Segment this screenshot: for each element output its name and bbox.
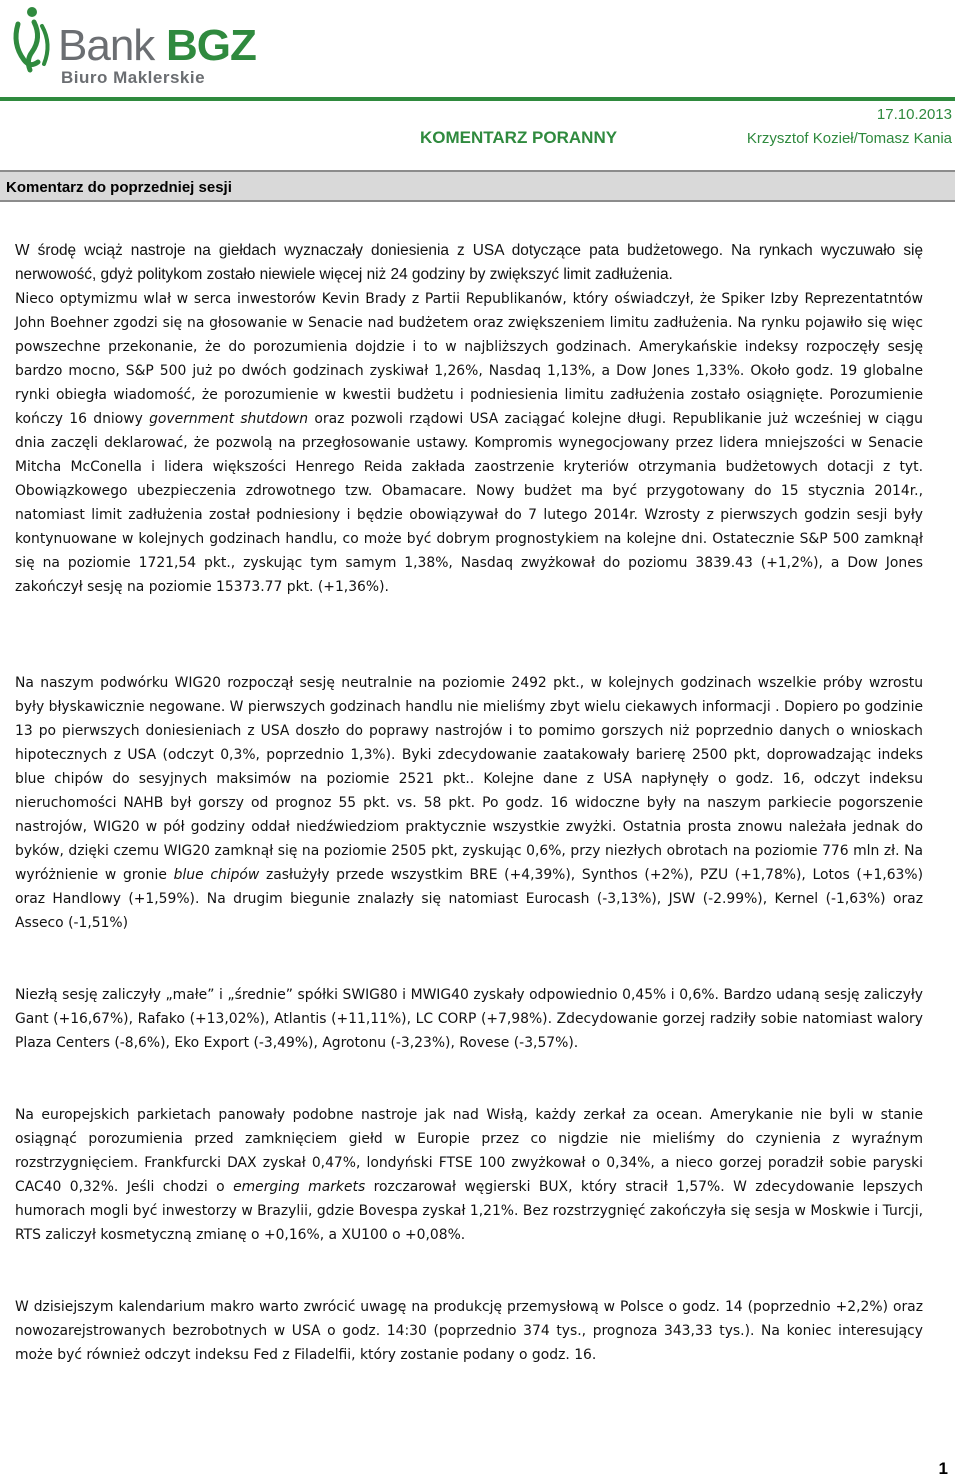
- section-header: [0, 170, 955, 202]
- text-span: zasłużyły przede wszystkim BRE (+4,39%), Synthos (+2%), PZU (+1,78%), Lotos (+1,63%) oraz Handlowy (+1,59%). Na drugim biegunie znalazły się natomiast Eurocash (-3,13%), JSW (-2.99%), Kernel (-1,63%) oraz Asseco (-1,51%): [15, 867, 924, 931]
- header-divider: [0, 97, 955, 101]
- report-date: 17.10.2013: [876, 106, 952, 123]
- bank-bgz-symbol-icon: [8, 4, 56, 74]
- paragraph-calendar: W dzisiejszym kalendarium makro warto zwrócić uwagę na produkcję przemysłową w Polsce o godz. 14 (poprzednio +2,2%) oraz nowozarejstrowanych bezrobotnych w USA o godz. 14:30 (poprzednio 374 tys., prognoza 343,33 tys.). Na koniec interesujący może być również odczyt indeksu Fed z Filadelfii, który zostanie podany o godz. 16.: [15, 1299, 923, 1363]
- paragraph-wig20: [15, 671, 923, 935]
- text-span: Nieco optymizmu wlał w serca inwestorów Kevin Brady z Partii Republikanów, który oświadczył, że Spiker Izby Reprezentatntów John Boehner zgodzi się na głosowanie w Senacie nad budżetem oraz zwiększeniem limitu zadłużenia. Na rynku pojawiło się więc powszechne przekonanie, że do porozumienia dojdzie i to w najbliższych godzinach. Amerykańskie indeksy rozpoczęły sesję bardzo mocno, S&P 500 już po dwóch godzinach zyskiwał 1,26%, Nasdaq 1,13%, a Dow Jones 1,33%. Około godz. 19 globalne rynki obiegła wiadomość, że porozumienie w kwestii budżetu i podniesienia limitu zadłużenia zostało osiągnięte. Porozumienie kończy 16 dniowy: [15, 291, 923, 427]
- section-title: Komentarz do poprzedniej sesji: [6, 179, 232, 196]
- text-span: rozczarował węgierski BUX, który stracił 1,57%. W zdecydowanie lepszych humorach mogli być inwestorzy w Brazylii, gdzie Bovespa zyskał 1,21%. Bez rozstrzygnięć zakończyła się sesja w Moskwie i Turcji, RTS zaliczył kosmetyczną zmianę o +0,16%, a XU100 o +0,08%.: [15, 1179, 924, 1243]
- paragraph-europe: [15, 1103, 923, 1247]
- text-span: Na naszym podwórku WIG20 rozpoczął sesję neutralnie na poziomie 2492 pkt., w kolejnych godzinach wszelkie próby wzrostu były błyskawicznie negowane. W pierwszych godzinach handlu nie mieliśmy zbyt wielu ciekawych informacji . Dopiero po godzinie 13 po pierwszych doniesieniach z USA doszło do poprawy nastrojów i to pomimo gorszych niż poprzednio danych o wnioskach hipotecznych z USA (odczyt 0,3%, poprzednio 1,3%). Byki zdecydowanie zaatakowały barierę 2500 pkt, doprowadzając indeks blue chipów do sesyjnych maksimów na poziomie 2521 pkt.. Kolejne dane z USA napłynęły o godz. 16, odczyt indeksu nieruchomości NAHB był gorszy od prognoz 55 pkt. vs. 58 pkt. Po godz. 16 widoczne były na naszym parkiecie pogorszenie nastrojów, WIG20 w pół godziny oddał niedźwiedziom praktycznie wszystkie zwyżki. Ostatnia prosta znowu należała jednak do byków, dzięki czemu WIG20 zamknął się na poziomie 2505 pkt, zyskując 0,6%, przy niezłych obrotach na poziomie 776 mln zł. Na wyróżnienie w gronie: [15, 675, 923, 883]
- bank-bgz-logo: [8, 4, 268, 94]
- italic-term: blue chipów: [173, 867, 260, 883]
- text-span: oraz pozwoli rządowi USA zaciągać kolejne długi. Republikanie już wcześniej w ciągu dnia zaczęli deklarować, że pozwolą na przegłosowanie ustawy. Kompromis wynegocjowany przez lidera mniejszości w Senacie Mitcha McConella i lidera większości Henrego Reida zakłada zaostrzenie kryteriów otrzymania budżetowych dotacji z tyt. Obowiązkowego ubezpieczenia zdrowotnego tzw. Obamacare. Nowy budżet ma być przygotowany do 15 stycznia 2014r., natomiast limit zadłużenia został podniesiony i będzie obowiązywał do 7 lutego 2014r. Wzrosty z pierwszych godzin sesji były kontynuowane w kolejnych godzinach handlu, co może być dobrym prognostykiem na kolejne dni. Ostatecznie S&P 500 zamknął się na poziomie 1721,54 pkt., zyskując tym samym 1,38%, Nasdaq zwyżkował do poziomu 3839.43 (+1,2%), a Dow Jones zakończył sesję na poziomie 15373.77 pkt. (+1,36%).: [15, 411, 923, 595]
- italic-term: government shutdown: [149, 411, 309, 427]
- logo-bank-text: Bank: [58, 21, 155, 70]
- page-number: 1: [938, 1459, 948, 1478]
- paragraph-small-caps: Niezłą sesję zaliczyły „małe” i „średnie” spółki SWIG80 i MWIG40 zyskały odpowiednio 0,45% i 0,6%. Bardzo udaną sesję zaliczyły Gant (+16,67%), Rafako (+13,02%), Atlantis (+11,11%), LC CORP (+7,98%). Zdecydowanie gorzej radziły sobie natomiast walory Plaza Centers (-8,6%), Eko Export (-3,49%), Agrotonu (-3,23%), Rovese (-3,57%).: [15, 987, 923, 1051]
- report-authors: Krzysztof Kozieł/Tomasz Kania: [746, 130, 952, 147]
- paragraph-us-markets: [15, 287, 923, 599]
- intro-paragraph: W środę wciąż nastroje na giełdach wyznaczały doniesienia z USA dotyczące pata budżetowego. Na rynkach wyczuwało się nerwowość, gdyż politykom zostało niewiele więcej niż 24 godziny by zwiększyć limit zadłużenia.: [15, 242, 923, 283]
- italic-term: emerging markets: [233, 1179, 366, 1195]
- report-title: KOMENTARZ PORANNY: [420, 128, 618, 147]
- logo-bgz-text: BGZ: [166, 21, 256, 70]
- logo-subtitle: Biuro Maklerskie: [61, 68, 206, 87]
- text-span: Na europejskich parkietach panowały podobne nastroje jak nad Wisłą, każdy zerkał za ocean. Amerykanie nie byli w stanie osiągnąć porozumienia przed zamknięciem giełd w Europie przez co nigdzie nie mieliśmy do czynienia z wyraźnym rozstrzygnięciem. Frankfurcki DAX zyskał 0,47%, londyński FTSE 100 zwyżkował o 0,34%, a nieco gorzej poradził sobie paryski CAC40 0,32%. Jeśli chodzi o: [15, 1107, 923, 1195]
